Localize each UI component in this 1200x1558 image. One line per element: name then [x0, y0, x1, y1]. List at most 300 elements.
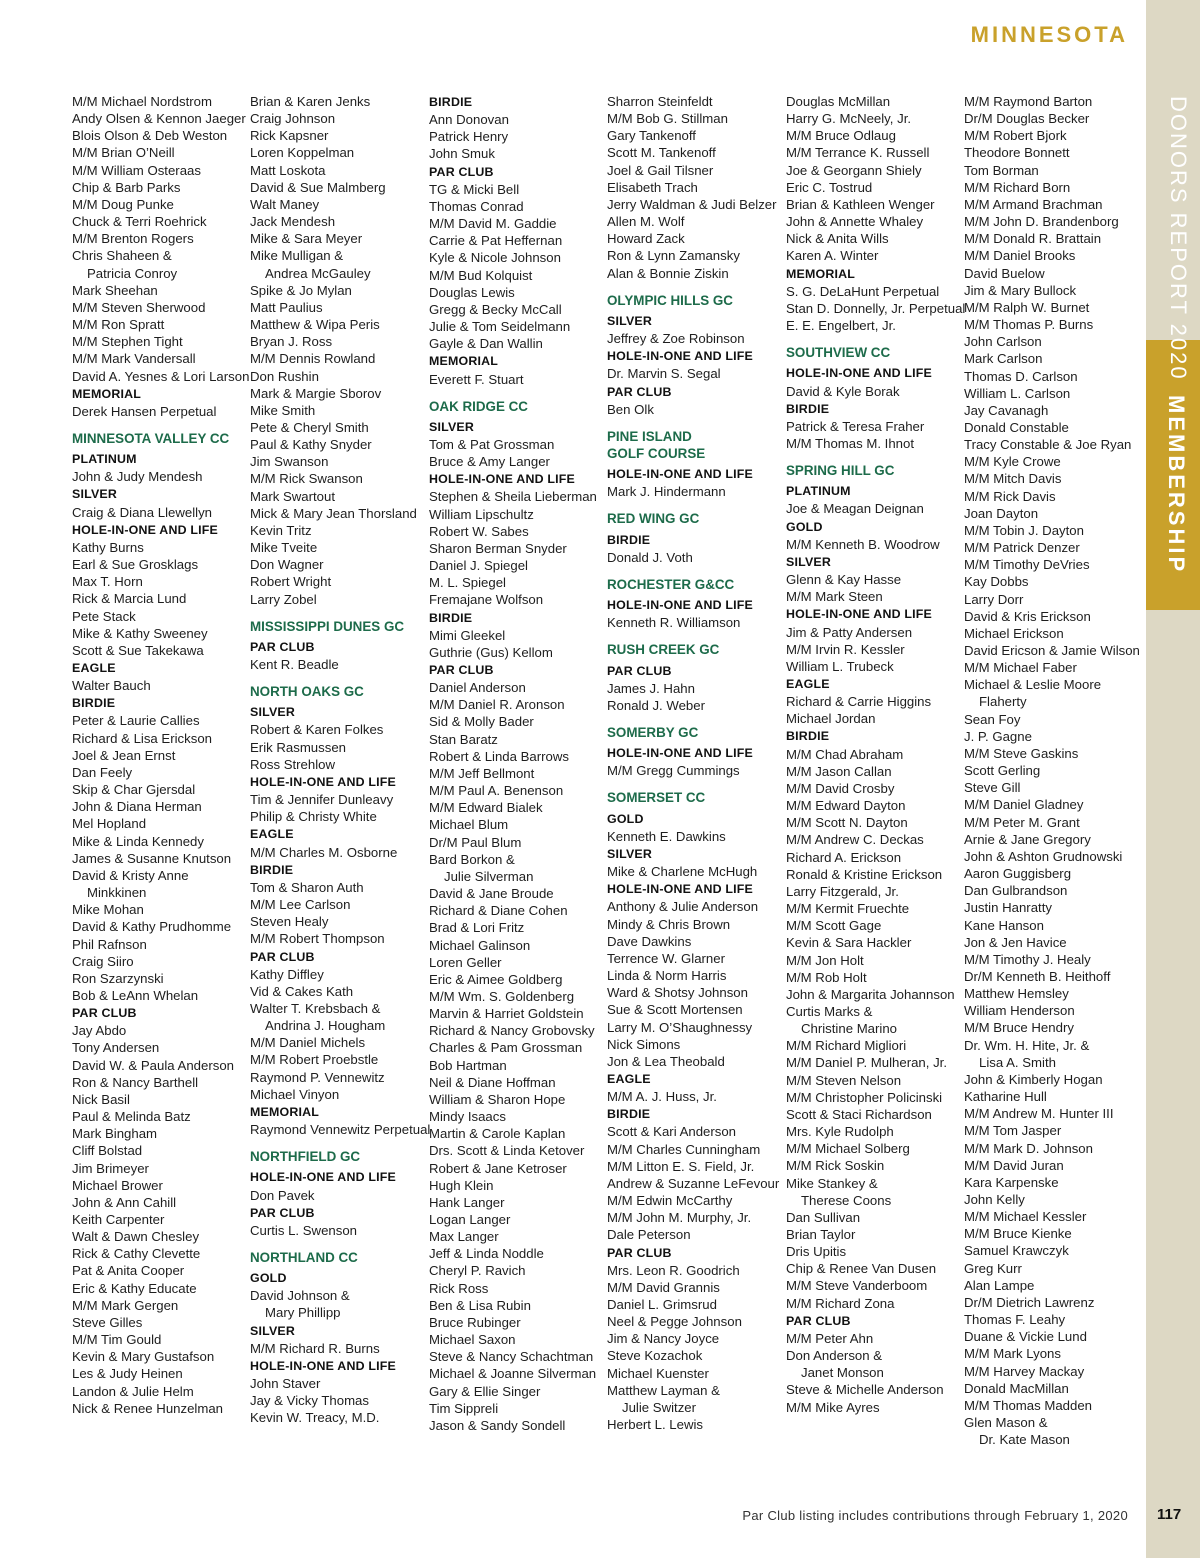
donor-name: M/M A. J. Huss, Jr.: [607, 1089, 717, 1105]
sidebar-report-title: DONORS REPORT 2020: [1166, 96, 1191, 381]
donor-name: Neel & Pegge Johnson: [607, 1314, 742, 1330]
donor-name: M/M Gregg Cummings: [607, 763, 740, 779]
donor-name: Brad & Lori Fritz: [429, 920, 525, 936]
membership-level-label: PLATINUM: [72, 452, 137, 467]
donor-name: M/M Steven Nelson: [786, 1072, 902, 1088]
donor-name: Nick & Anita Wills: [786, 231, 889, 247]
membership-level-label: HOLE-IN-ONE AND LIFE: [786, 366, 933, 381]
donor-name: M/M Michael Nordstrom: [72, 94, 212, 109]
donor-name: Raymond Vennewitz Perpetual: [250, 1122, 431, 1138]
donor-name: Elisabeth Trach: [607, 179, 698, 195]
donor-name: M/M Rick Swanson: [250, 471, 363, 487]
membership-level-label: PAR CLUB: [250, 1205, 315, 1220]
membership-level-label: PAR CLUB: [250, 639, 315, 654]
donor-name: Duane & Vickie Lund: [964, 1329, 1087, 1345]
donor-name: Kane Hanson: [964, 917, 1044, 933]
membership-level-label: SILVER: [72, 487, 118, 502]
donor-name: Scott & Sue Takekawa: [72, 642, 204, 658]
donor-name: Robert & Karen Folkes: [250, 722, 384, 738]
donor-name: Larry Zobel: [250, 591, 317, 607]
membership-level-label: SILVER: [786, 554, 832, 569]
donor-name-continued: Therese Coons: [801, 1192, 892, 1208]
donor-name: Kenneth R. Williamson: [607, 615, 741, 631]
donor-name: Paul & Melinda Batz: [72, 1109, 191, 1125]
donor-name: Jerry Waldman & Judi Belzer: [607, 196, 777, 212]
donor-name: Max T. Horn: [72, 574, 143, 590]
donor-name: Sharron Steinfeldt: [607, 94, 713, 109]
donor-name: Julie & Tom Seidelmann: [429, 319, 571, 335]
donor-name: M/M David Crosby: [786, 780, 895, 796]
donor-name: Dan Feely: [72, 764, 133, 780]
membership-level-label: PAR CLUB: [607, 1245, 672, 1260]
donor-name: M/M Steve Gaskins: [964, 745, 1079, 761]
donor-name: David & Kristy Anne: [72, 867, 189, 883]
membership-level-label: BIRDIE: [250, 862, 294, 877]
state-title: MINNESOTA: [970, 22, 1128, 47]
donor-name-continued: Andrina J. Hougham: [265, 1018, 386, 1034]
donor-name: Cliff Bolstad: [72, 1143, 143, 1159]
donor-name: Michael Brower: [72, 1177, 163, 1193]
donor-name: David & Kathy Prudhomme: [72, 919, 232, 935]
donor-name: M/M David M. Gaddie: [429, 216, 557, 232]
donor-name: Jeff & Linda Noddle: [429, 1246, 544, 1262]
donor-name: M/M Daniel P. Mulheran, Jr.: [786, 1055, 947, 1071]
donor-name: Steve & Nancy Schachtman: [429, 1349, 594, 1365]
donor-name: M/M Paul A. Benenson: [429, 783, 564, 799]
donor-name: Mike Stankey &: [786, 1175, 878, 1191]
donor-name: Guthrie (Gus) Kellom: [429, 644, 553, 660]
donor-name: Mrs. Kyle Rudolph: [786, 1124, 894, 1140]
donor-name: Jim & Nancy Joyce: [607, 1331, 720, 1347]
donor-name: Don Rushin: [250, 368, 319, 384]
donor-name: Dale Peterson: [607, 1227, 691, 1243]
donor-name: Ben & Lisa Rubin: [429, 1297, 531, 1313]
membership-level-label: SILVER: [607, 846, 653, 861]
donor-name: Keith Carpenter: [72, 1212, 165, 1227]
donor-name: John & Ashton Grudnowski: [964, 848, 1123, 864]
donor-name: M/M Daniel Michels: [250, 1035, 366, 1051]
membership-level-label: EAGLE: [607, 1071, 651, 1086]
donor-name-continued: Julie Silverman: [444, 868, 534, 884]
donor-name: Rick & Cathy Clevette: [72, 1246, 201, 1262]
donor-name: M/M Edwin McCarthy: [607, 1193, 733, 1209]
donor-name: M/M Stephen Tight: [72, 334, 183, 350]
club-heading: PINE ISLAND: [607, 428, 692, 444]
donor-name: Robert W. Sabes: [429, 523, 529, 539]
page-number: 117: [1157, 1506, 1182, 1523]
donor-name: William Lipschultz: [429, 506, 534, 522]
donor-name: Rick Ross: [429, 1280, 489, 1296]
donor-name: Theodore Bonnett: [964, 145, 1070, 161]
donor-name: Larry Fitzgerald, Jr.: [786, 883, 899, 899]
donor-column-4: [607, 93, 779, 1433]
donor-name: Jim Brimeyer: [72, 1160, 149, 1176]
club-heading: ROCHESTER G&CC: [607, 576, 735, 592]
donor-name: Sharon Berman Snyder: [429, 540, 567, 556]
donor-name-continued: Lisa A. Smith: [979, 1054, 1056, 1070]
donor-name: Hugh Klein: [429, 1177, 494, 1193]
donor-name-continued: Janet Monson: [801, 1365, 884, 1381]
donor-name: John & Judy Mendesh: [72, 469, 203, 485]
donor-name: M/M Charles Cunningham: [607, 1141, 761, 1157]
donor-name: M/M Kyle Crowe: [964, 454, 1061, 470]
donor-name: M/M Bruce Hendry: [964, 1020, 1074, 1036]
membership-level-label: SILVER: [250, 1323, 296, 1338]
donor-name: Mike & Linda Kennedy: [72, 833, 204, 849]
donor-name: Larry Dorr: [964, 591, 1024, 607]
donor-name: Dr. Marvin S. Segal: [607, 366, 721, 382]
donor-name: Thomas Conrad: [429, 198, 524, 214]
club-heading: OAK RIDGE CC: [429, 398, 528, 414]
donor-name: M/M Peter M. Grant: [964, 814, 1080, 830]
membership-level-label: GOLD: [786, 519, 823, 534]
donor-name: Carrie & Pat Heffernan: [429, 233, 563, 249]
donor-name: M/M Steven Sherwood: [72, 299, 206, 315]
membership-level-label: HOLE-IN-ONE AND LIFE: [429, 472, 576, 487]
membership-level-label: MEMORIAL: [72, 386, 142, 401]
donor-name: Ronald & Kristine Erickson: [786, 866, 943, 882]
donor-name: John & Ann Cahill: [72, 1194, 177, 1210]
donor-name: M/M Richard Zona: [786, 1295, 895, 1311]
club-heading: GOLF COURSE: [607, 445, 706, 461]
donor-name: Sid & Molly Bader: [429, 714, 534, 730]
donor-name: M/M David Juran: [964, 1157, 1064, 1173]
donor-name: Gary Tankenoff: [607, 128, 696, 144]
donor-name: Martin & Carole Kaplan: [429, 1126, 566, 1142]
donor-name: Jason & Sandy Sondell: [429, 1417, 566, 1433]
donor-name: M/M Daniel Gladney: [964, 797, 1084, 813]
donor-name: Michael Erickson: [964, 625, 1064, 641]
donor-name: M/M Litton E. S. Field, Jr.: [607, 1158, 755, 1174]
donor-name: Daniel J. Spiegel: [429, 558, 528, 574]
donor-name: Paul & Kathy Snyder: [250, 437, 372, 453]
donor-name: Joel & Gail Tilsner: [607, 162, 714, 178]
donor-name: Arnie & Jane Gregory: [964, 831, 1091, 847]
donor-column-6: [964, 93, 1140, 1448]
donor-name: David & Kris Erickson: [964, 608, 1091, 624]
membership-level-label: PLATINUM: [786, 484, 851, 499]
donor-name: John Kelly: [964, 1192, 1025, 1207]
donor-name-continued: Mary Phillipp: [265, 1305, 341, 1321]
donor-name: Richard & Nancy Grobovsky: [429, 1023, 595, 1039]
donor-name: M/M Terrance K. Russell: [786, 145, 930, 161]
donor-name: John Carlson: [964, 334, 1042, 350]
donor-name-continued: Minkkinen: [87, 885, 147, 901]
donor-name: Ron Szarzynski: [72, 970, 164, 986]
donor-name: Les & Judy Heinen: [72, 1366, 183, 1382]
donor-name: Scott & Staci Richardson: [786, 1106, 932, 1122]
donor-name: Craig & Diana Llewellyn: [72, 504, 213, 520]
donor-name: David & Sue Malmberg: [250, 179, 386, 195]
donor-name: Anthony & Julie Anderson: [607, 899, 759, 915]
donor-name: Jon & Jen Havice: [964, 934, 1067, 950]
donor-name: Larry M. O’Shaughnessy: [607, 1019, 753, 1035]
donor-name: Neil & Diane Hoffman: [429, 1074, 556, 1090]
donor-name: M/M Richard Born: [964, 179, 1071, 195]
donor-name: Thomas D. Carlson: [964, 368, 1078, 384]
donor-name: Ronald J. Weber: [607, 697, 705, 713]
donor-name: Andrew & Suzanne LeFevour: [607, 1175, 780, 1191]
donor-name: J. P. Gagne: [964, 728, 1032, 744]
donor-name: Dr/M Dietrich Lawrenz: [964, 1294, 1095, 1310]
donor-name: M/M Bob G. Stillman: [607, 111, 728, 127]
donor-name: Eric & Aimee Goldberg: [429, 971, 563, 987]
donor-name: Kevin Tritz: [250, 522, 312, 538]
donor-column-5: [786, 93, 966, 1416]
donor-name: Raymond P. Vennewitz: [250, 1069, 385, 1085]
donor-name: Steven Healy: [250, 914, 329, 930]
donor-name: M/M Patrick Denzer: [964, 540, 1080, 556]
donor-name: M/M Timothy J. Healy: [964, 951, 1091, 967]
donor-name: Michael Saxon: [429, 1332, 516, 1348]
donor-name: Mindy Isaacs: [429, 1109, 506, 1125]
donor-name: M/M Tim Gould: [72, 1332, 162, 1348]
donor-name: Steve Kozachok: [607, 1348, 703, 1364]
donor-name: Karen A. Winter: [786, 248, 879, 264]
donor-name: Greg Kurr: [964, 1260, 1022, 1276]
donor-name: Douglas Lewis: [429, 284, 515, 300]
donor-name: M/M Donald R. Brattain: [964, 231, 1102, 247]
donor-name: David & Kyle Borak: [786, 383, 900, 399]
donor-name: Cheryl P. Ravich: [429, 1263, 526, 1279]
membership-level-label: HOLE-IN-ONE AND LIFE: [250, 774, 397, 789]
donor-name: M/M William Osteraas: [72, 162, 201, 178]
donor-name: M/M Dennis Rowland: [250, 351, 376, 367]
donor-name: Peter & Laurie Callies: [72, 713, 200, 729]
donor-name: M/M Tom Jasper: [964, 1123, 1062, 1139]
donor-name: M/M Jason Callan: [786, 763, 892, 779]
donor-name: Mike Smith: [250, 402, 316, 418]
donor-name: Chip & Barb Parks: [72, 179, 181, 195]
donor-name: Walter T. Krebsbach &: [250, 1000, 381, 1016]
membership-level-label: PAR CLUB: [72, 1006, 137, 1021]
donor-name: Matthew & Wipa Peris: [250, 317, 380, 333]
donor-name-continued: Andrea McGauley: [265, 265, 371, 281]
donor-name: Jon & Lea Theobald: [607, 1053, 725, 1069]
donor-name: Philip & Christy White: [250, 809, 377, 825]
donor-name: Dan Sullivan: [786, 1209, 861, 1225]
donor-name: Loren Koppelman: [250, 145, 355, 161]
donor-name: M/M Thomas P. Burns: [964, 317, 1094, 333]
donor-name-continued: Dr. Kate Mason: [979, 1432, 1070, 1448]
donor-name: Matt Paulius: [250, 299, 323, 315]
donor-name: Blois Olson & Deb Weston: [72, 128, 228, 144]
donor-name: Glenn & Kay Hasse: [786, 572, 902, 588]
donor-name: M/M Mitch Davis: [964, 471, 1062, 487]
donor-name: Marvin & Harriet Goldstein: [429, 1006, 584, 1022]
donor-name: Eric & Kathy Educate: [72, 1280, 197, 1296]
donor-name: M/M Kermit Fruechte: [786, 901, 910, 917]
donor-name: David W. & Paula Anderson: [72, 1057, 235, 1073]
donor-name: Curtis L. Swenson: [250, 1222, 358, 1238]
donor-name: M/M Rick Davis: [964, 488, 1056, 504]
donor-name: Eric C. Tostrud: [786, 179, 873, 195]
donor-name: TG & Micki Bell: [429, 181, 520, 197]
donor-name: Tim & Jennifer Dunleavy: [250, 792, 394, 808]
donor-name: M/M Robert Proebstle: [250, 1052, 379, 1068]
donor-name: Mindy & Chris Brown: [607, 916, 731, 932]
donor-name: M/M Thomas Madden: [964, 1397, 1093, 1413]
club-heading: MINNESOTA VALLEY CC: [72, 430, 230, 446]
donor-name: Donald MacMillan: [964, 1380, 1069, 1396]
club-heading: SOMERBY GC: [607, 725, 699, 740]
donor-name: Howard Zack: [607, 231, 685, 247]
donor-name: Kevin W. Treacy, M.D.: [250, 1410, 380, 1426]
donor-name: Andy Olsen & Kennon Jaeger: [72, 111, 246, 127]
donor-name: Mrs. Leon R. Goodrich: [607, 1262, 740, 1278]
donor-name: Donald Constable: [964, 419, 1069, 435]
donor-name: Brian & Karen Jenks: [250, 94, 371, 109]
donor-name: Michael Vinyon: [250, 1086, 340, 1102]
donor-name: John & Kimberly Hogan: [964, 1071, 1103, 1087]
donor-name: Kevin & Mary Gustafson: [72, 1349, 215, 1365]
donor-name: Kenneth E. Dawkins: [607, 828, 726, 844]
donor-name: Douglas McMillan: [786, 94, 891, 109]
donor-name: Ben Olk: [607, 401, 654, 417]
donor-name: M/M Kenneth B. Woodrow: [786, 536, 940, 552]
donor-name: Kevin & Sara Hackler: [786, 935, 912, 951]
membership-level-label: HOLE-IN-ONE AND LIFE: [72, 522, 219, 537]
donor-name: Richard & Diane Cohen: [429, 903, 568, 919]
donor-name: M/M Ron Spratt: [72, 317, 165, 333]
donor-name: Rick Kapsner: [250, 128, 329, 144]
donor-name: Don Pavek: [250, 1187, 315, 1203]
donor-name: Chris Shaheen &: [72, 248, 172, 264]
donor-name: Allen M. Wolf: [607, 214, 685, 230]
donor-name: David Buelow: [964, 265, 1045, 281]
donor-name: Bryan J. Ross: [250, 334, 333, 350]
donor-name: Scott Gerling: [964, 763, 1041, 779]
donor-name: Derek Hansen Perpetual: [72, 403, 217, 419]
donor-name: Robert Wright: [250, 574, 332, 590]
donor-name: Kyle & Nicole Johnson: [429, 250, 561, 266]
club-heading: OLYMPIC HILLS GC: [607, 292, 733, 308]
donor-name: Bob & LeAnn Whelan: [72, 987, 199, 1003]
donor-name: M/M David Grannis: [607, 1279, 720, 1295]
donor-name: Hank Langer: [429, 1194, 505, 1210]
donor-name: Matthew Hemsley: [964, 986, 1069, 1002]
donor-name: Kara Karpenske: [964, 1174, 1059, 1190]
donor-name: M/M Chad Abraham: [786, 746, 904, 762]
donor-name: M/M Rick Soskin: [786, 1158, 885, 1174]
membership-level-label: BIRDIE: [72, 696, 116, 711]
donor-name: Tom & Pat Grossman: [429, 436, 555, 452]
donor-name: Matt Loskota: [250, 162, 326, 178]
donor-name: Mike & Charlene McHugh: [607, 864, 758, 880]
donor-name: Kathy Burns: [72, 539, 144, 555]
donor-name: Tim Sippreli: [429, 1400, 499, 1416]
donor-name: Jeffrey & Zoe Robinson: [607, 331, 745, 347]
donor-name: Mel Hopland: [72, 816, 147, 832]
donor-name: M/M Harvey Mackay: [964, 1363, 1085, 1379]
donor-name: Robert & Jane Ketroser: [429, 1160, 567, 1176]
donor-name: M/M Mark Gergen: [72, 1297, 179, 1313]
donor-name: M/M Bruce Odlaug: [786, 128, 896, 144]
donor-name: Ron & Lynn Zamansky: [607, 248, 740, 264]
donor-name: Spike & Jo Mylan: [250, 282, 352, 298]
donor-name: M/M Daniel R. Aronson: [429, 697, 565, 713]
donor-name: Craig Siiro: [72, 953, 134, 969]
membership-level-label: HOLE-IN-ONE AND LIFE: [607, 598, 754, 613]
donor-name: Steve Gill: [964, 780, 1021, 796]
club-heading: NORTHLAND CC: [250, 1250, 358, 1265]
donor-name: Chip & Renee Van Dusen: [786, 1261, 937, 1277]
membership-level-label: BIRDIE: [607, 532, 651, 547]
donor-name: William Henderson: [964, 1003, 1075, 1019]
membership-level-label: HOLE-IN-ONE AND LIFE: [607, 882, 754, 897]
donor-name: Richard & Lisa Erickson: [72, 730, 212, 746]
donor-name: Richard A. Erickson: [786, 849, 902, 865]
donor-name: Gayle & Dan Wallin: [429, 336, 543, 352]
donor-name: Bob Hartman: [429, 1057, 507, 1073]
membership-level-label: MEMORIAL: [429, 354, 499, 369]
donor-name: Tracy Constable & Joe Ryan: [964, 437, 1132, 453]
donor-name: M/M Mike Ayres: [786, 1399, 880, 1415]
donor-name: Tom Borman: [964, 162, 1039, 178]
club-heading: NORTH OAKS GC: [250, 684, 364, 700]
donor-name: M/M Richard Migliori: [786, 1038, 907, 1054]
donor-name: Bruce Rubinger: [429, 1314, 521, 1330]
donor-name: Brian & Kathleen Wenger: [786, 196, 935, 212]
donor-name: Scott & Kari Anderson: [607, 1124, 737, 1140]
donor-name: M/M Edward Bialek: [429, 800, 543, 816]
donor-name: Gregg & Becky McCall: [429, 301, 562, 317]
donor-name: Jay Abdo: [72, 1023, 127, 1039]
donor-name: Jim & Mary Bullock: [964, 282, 1077, 298]
donor-name: Don Wagner: [250, 557, 324, 573]
donor-name: Earl & Sue Grosklags: [72, 557, 199, 573]
donor-name: James & Susanne Knutson: [72, 850, 232, 866]
donor-name: M/M Michael Solberg: [786, 1141, 910, 1157]
donor-name: Brian Taylor: [786, 1227, 856, 1242]
donor-name: Dr. Wm. H. Hite, Jr. &: [964, 1037, 1090, 1053]
donor-name: David A. Yesnes & Lori Larson: [72, 368, 250, 384]
donor-name: Vid & Cakes Kath: [250, 983, 354, 999]
donor-name: Max Langer: [429, 1229, 499, 1245]
donor-name: M/M Ralph W. Burnet: [964, 299, 1090, 315]
donor-name: Ann Donovan: [429, 112, 509, 128]
donor-name: Harry G. McNeely, Jr.: [786, 111, 912, 127]
donor-name: M/M Brian O’Neill: [72, 145, 175, 161]
donor-name: Kathy Diffley: [250, 966, 324, 982]
donor-name: Sean Foy: [964, 711, 1021, 727]
membership-level-label: PAR CLUB: [429, 663, 494, 677]
club-heading: SOMERSET CC: [607, 790, 706, 806]
membership-level-label: EAGLE: [786, 677, 830, 691]
donor-name: M/M Michael Kessler: [964, 1209, 1087, 1225]
membership-level-label: GOLD: [607, 811, 644, 826]
donor-name: Scott M. Tankenoff: [607, 145, 716, 161]
donor-name: Jack Mendesh: [250, 214, 336, 230]
donor-name: Nick Basil: [72, 1091, 130, 1107]
donor-name: Mimi Gleekel: [429, 627, 506, 643]
donor-name: M/M Scott Gage: [786, 918, 882, 934]
donor-name: M/M John D. Brandenborg: [964, 214, 1119, 230]
membership-level-label: BIRDIE: [607, 1107, 651, 1122]
membership-level-label: PAR CLUB: [786, 1313, 851, 1328]
donor-name: Dr/M Paul Blum: [429, 834, 522, 850]
donor-name: Fremajane Wolfson: [429, 592, 544, 608]
donor-name: James J. Hahn: [607, 680, 695, 696]
donor-name: Curtis Marks &: [786, 1003, 873, 1019]
club-heading: SPRING HILL GC: [786, 463, 895, 479]
donor-name: Ron & Nancy Barthell: [72, 1074, 199, 1090]
membership-level-label: PAR CLUB: [607, 384, 672, 399]
donor-name: M/M Rob Holt: [786, 969, 867, 985]
donor-name: E. E. Engelbert, Jr.: [786, 318, 896, 334]
donor-name: Mark Carlson: [964, 351, 1043, 367]
club-heading: RED WING GC: [607, 511, 700, 527]
